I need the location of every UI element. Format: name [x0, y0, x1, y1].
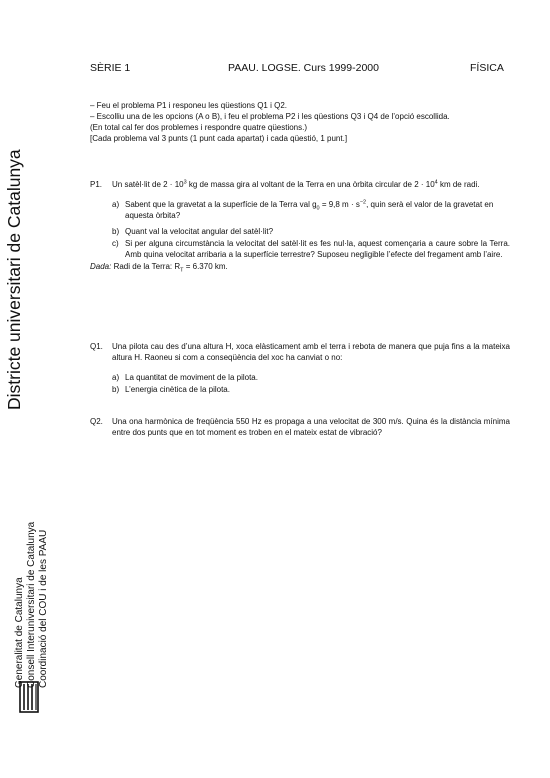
part-label: b) [112, 385, 120, 394]
generalitat-logo-icon [18, 680, 40, 714]
part-text: Si per alguna circumstància la velocitat del satèl·lit es fes nul·la, aquest començaria a caure sobre la Terra. Amb quina velocitat arribaria a la superfície terrestre? Suposeu negligible l’efecte del fregament amb l’aire. [125, 239, 510, 259]
part-c [112, 238, 510, 260]
org-line-2: Consell Interuniversitari de Catalunya [26, 521, 37, 688]
problem-parts [112, 199, 510, 260]
part-label: b) [112, 227, 120, 236]
part-text: Quant val la velocitat angular del satèl·lit? [125, 227, 274, 236]
part-label: a) [112, 200, 120, 209]
question-statement: Una pilota cau des d’una altura H, xoca elàsticament amb el terra i rebota de manera que puja fins a la mateixa altura H. Raoneu si com a conseqüència del xoc ha canviat o no: [112, 342, 510, 362]
instruction-line: – Feu el problema P1 i responeu les qüestions Q1 i Q2. [90, 101, 287, 110]
subscript: 0 [316, 205, 320, 212]
part-text: = 9,8 m · s [319, 200, 360, 209]
district-title: Districte universitari de Catalunya [4, 149, 24, 410]
part-text: L’energia cinètica de la pilota. [125, 385, 230, 394]
part-b [112, 226, 510, 237]
problem-statement [112, 179, 510, 190]
question-q2 [90, 416, 510, 438]
given-data [90, 261, 510, 272]
part-text: La quantitat de moviment de la pilota. [125, 373, 258, 382]
given-data-text: = 6.370 km. [183, 262, 228, 271]
question-parts [112, 372, 510, 395]
instructions-block [90, 100, 510, 144]
subject-label: FÍSICA [470, 62, 504, 74]
part-label: a) [112, 373, 120, 382]
series-label: SÈRIE 1 [90, 62, 131, 74]
subscript: T [180, 267, 184, 274]
part-a [112, 372, 510, 383]
part-text: , quin serà el valor de la gravetat en aquesta òrbita? [125, 200, 494, 220]
given-data-label: Dada: [90, 262, 112, 271]
instruction-line: [Cada problema val 3 punts (1 punt cada apartat) i cada qüestió, 1 punt.] [90, 134, 348, 143]
problem-number: P1. [90, 180, 103, 189]
part-text: Sabent que la gravetat a la superfície de la Terra val g [125, 200, 317, 209]
question-q1 [90, 341, 510, 396]
instruction-line: – Escolliu una de les opcions (A o B), i feu el problema P2 i les qüestions Q3 i Q4 de l’opció escollida. [90, 112, 450, 121]
part-b [112, 384, 510, 395]
part-a [112, 199, 510, 221]
exponent: −2 [359, 199, 367, 206]
organisation-block [14, 522, 50, 688]
statement-part: kg de massa gira al voltant de la Terra en una òrbita circular de 2 · 10 [186, 180, 435, 189]
statement-part: km de radi. [437, 180, 480, 189]
instruction-line: (En total cal fer dos problemes i respondre quatre qüestions.) [90, 123, 308, 132]
org-line-3: Coordinació del COU i de les PAAU [38, 529, 49, 688]
exam-title: PAAU. LOGSE. Curs 1999-2000 [228, 62, 379, 74]
problem-p1 [90, 179, 510, 272]
part-label: c) [112, 239, 119, 248]
question-statement: Una ona harmònica de freqüència 550 Hz es propaga a una velocitat de 300 m/s. Quina és la distància mínima entre dos punts que en tot moment es troben en el mateix estat de vibració? [112, 417, 510, 437]
org-line-1: Generalitat de Catalunya [14, 577, 25, 688]
exponent: 3 [183, 179, 187, 186]
statement-part: Un satèl·lit de 2 · 10 [112, 180, 184, 189]
exponent: 4 [434, 179, 438, 186]
given-data-text: Radi de la Terra: R [111, 262, 181, 271]
question-number: Q2. [90, 417, 103, 426]
question-number: Q1. [90, 342, 103, 351]
